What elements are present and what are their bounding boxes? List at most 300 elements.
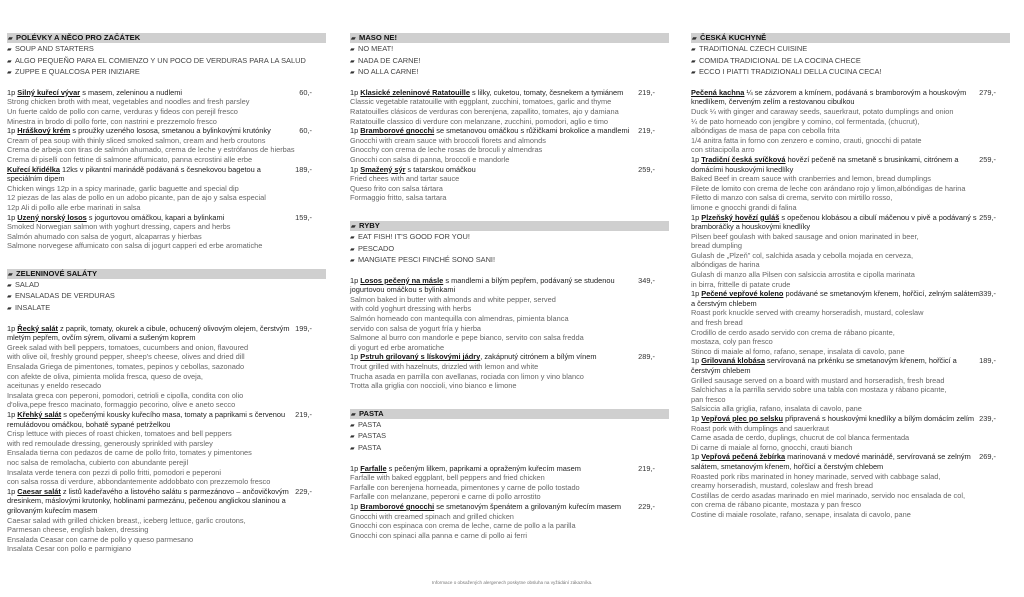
menu-item-translation-line: Insalata verde tenera con pezzi di pollo fritti, pomodori e peperoni: [7, 467, 222, 477]
flag-cz-icon: ▰: [351, 411, 356, 418]
menu-item-translation-line: servido con salsa de yogurt fría y hierba: [350, 323, 482, 333]
menu-item-translation-line: ¼ de pato horneado con jengibre y comino, col fermentada, (chucrut),: [691, 116, 920, 126]
menu-item-translation-line: Ensalada Ceasar con carne de pollo y queso parmesano: [7, 534, 194, 544]
flag-icon: ▰: [350, 58, 355, 65]
section-translation: [350, 420, 669, 432]
menu-item-translation-line: di yogurt ed erbe aromatiche: [350, 342, 445, 352]
menu-item-translation-line: Filetto di manzo con salsa di crema, servito con mirtillo rosso,: [691, 193, 893, 203]
menu-item-portion: 1p: [7, 212, 18, 222]
menu-item-title: [7, 410, 296, 429]
section-translation: [350, 232, 669, 244]
translation-text: SALAD: [15, 279, 40, 289]
menu-item-translation-line: Di carne di maiale al forno, gnocchi, crauti bianch: [691, 442, 853, 452]
menu-item: [350, 165, 669, 203]
menu-item-portion: 1p: [350, 87, 361, 97]
menu-item-price: 229,-: [638, 501, 655, 511]
menu-item-translation-line: Minestra in brodo di pollo forte, con nastrini e prezzemolo fresco: [7, 116, 217, 126]
menu-item-translation-line: Salmone al burro con mandorle e pepe bianco, servito con salsa fredda: [350, 333, 584, 343]
menu-item-translation-line: d'oliva,pepe fresco macinato, formaggio pecorino, olive e aneto secco: [7, 400, 236, 410]
menu-item-translation-line: Crema di piselli con fettine di salmone affumicato, panna ecrostini alle erbe: [7, 154, 253, 164]
menu-item-translation-line: Ensalada Griega de pimentones, tomates, pepinos y cebollas, sazonado: [7, 362, 245, 372]
menu-column-1: [7, 33, 326, 554]
menu-item: [350, 352, 669, 390]
menu-item-description-cz: 12ks v pikantní marinádě podávaná s česnekovou bagetou a speciálním dipem: [7, 164, 261, 184]
menu-item-translation-line: with olive oil, freshly ground pepper, sheep's cheese, olives and dried dill: [7, 352, 245, 362]
section-translation: [7, 67, 326, 79]
section-title: ČESKÁ KUCHYNĚ: [700, 33, 767, 42]
menu-item-portion: 1p: [691, 289, 702, 299]
translation-text: ECCO I PIATTI TRADIZIONALI DELLA CUCINA CECA!: [699, 67, 882, 77]
menu-item-translation-line: Cream of pea soup with thinly sliced smoked salmon, cream and herb croutons: [7, 135, 266, 145]
section-translation: [691, 56, 1010, 68]
menu-item-translation-line: Gulash di manzo alla Pilsen con salsiccia arrostita e cipolla marinata: [691, 270, 915, 280]
section-title: POLÉVKY A NĚCO PRO ZAČÁTEK: [16, 33, 141, 42]
menu-item-portion: 1p: [7, 323, 18, 333]
menu-item-translation-line: Costillas de cerdo asadas marinado en miel marinado, servido noc ensalada de col,: [691, 490, 966, 500]
menu-item-translation-line: Duck ¼ with ginger and caraway seeds, sauerkraut, potato dumplings and onion: [691, 106, 954, 116]
section-spacer: [350, 391, 669, 409]
section-header: [350, 221, 669, 231]
section-translation: [7, 291, 326, 303]
translation-text: TRADITIONAL CZECH CUISINE: [699, 44, 808, 53]
menu-item-portion: 1p: [350, 352, 361, 362]
menu-item-portion: 1p: [691, 413, 702, 423]
menu-item: [350, 126, 669, 164]
menu-item-price: 189,-: [979, 356, 996, 366]
flag-icon: ▰: [691, 70, 696, 77]
menu-item: [350, 502, 669, 540]
menu-item-description-cz: marinovaná v medové marinádě, servírovaná se zelným salátem, smetanovým křenem, hořčicí a čerstvým chlebem: [691, 452, 971, 471]
menu-item-translation-line: Gnocchy con crema de leche rosas de broculi y almendras: [350, 145, 543, 155]
menu-item-translations: [7, 222, 296, 251]
menu-item-title: [350, 276, 639, 295]
menu-item-translation-line: aceitunas y eneldo resecado: [7, 381, 102, 391]
flag-cz-icon: ▰: [351, 36, 356, 42]
menu-item-translation-line: Salchichas a la parrilla servido sobre una tabla con mostaza y rábano picante,: [691, 385, 947, 395]
menu-item-translation-line: Farfalle con melanzane, peperoni e carne di pollo arrostito: [350, 492, 541, 502]
menu-item-translation-line: 12p Ali di pollo alle erbe marinati in salsa: [7, 202, 141, 212]
menu-item-price: 289,-: [638, 352, 655, 362]
menu-item-translations: [691, 376, 980, 414]
menu-item-translation-line: albóndigas de harina: [691, 260, 760, 270]
menu-item-translations: [350, 473, 639, 502]
menu-item-portion: 1p: [350, 164, 361, 174]
menu-item-translation-line: creamy horseradish, mustard, coleslaw and fresh bread: [691, 481, 873, 491]
menu-item-title: [350, 502, 639, 512]
menu-item-description-cz: z paprik, tomaty, okurek a cibule, ochucený olivovým olejem, čerstvým mletým pepřem, ovčím sýrem, olivami a sušeným koprem: [7, 323, 290, 343]
menu-item-description-cz: připravená s houskovými knedlíky a bílým domácím zelím: [783, 413, 975, 423]
translation-text: PASTA: [358, 419, 382, 429]
translation-text: EAT FISH! IT'S GOOD FOR YOU!: [358, 231, 470, 241]
menu-item-translations: [691, 472, 980, 520]
menu-item-translation-line: Salmón horneado con mantequilla con almendras, pimienta blanca: [350, 314, 569, 324]
translation-text: PASTA: [358, 443, 382, 452]
menu-item-translation-line: Gnocchi con salsa di panna, broccoli e mandorle: [350, 154, 510, 164]
menu-item-name: Uzený norský losos: [17, 212, 87, 222]
menu-item-translation-line: con stitacipolla arro: [691, 145, 755, 155]
section-title: ZELENINOVÉ SALÁTY: [16, 268, 98, 278]
flag-icon: ▰: [350, 422, 355, 429]
menu-item-title: [691, 414, 980, 424]
menu-item-title: [350, 464, 639, 474]
menu-item-name: Plzeňský hovězí guláš: [701, 212, 780, 222]
menu-item-translations: [7, 184, 296, 213]
menu-item-name: Farfalle: [360, 463, 387, 473]
menu-item-name: Hráškový krém: [17, 126, 71, 136]
menu-item-title: [350, 352, 639, 362]
menu-item-translations: [691, 308, 980, 356]
menu-item-name: Kuřecí křidélka: [7, 164, 60, 174]
menu-item: [691, 88, 1010, 155]
section-title: MASO NE!: [359, 33, 397, 42]
translation-text: NO ALLA CARNE!: [358, 67, 419, 77]
menu-item-translation-line: Ratatouilles clásicos de verduras con berenjena, zapallito, tomates, ajo y damiana: [350, 106, 619, 116]
menu-item-price: 259,-: [979, 154, 996, 164]
menu-item-translation-line: Classic vegetable ratatouille with eggplant, zucchini, tomatoes, garlic and thyme: [350, 97, 612, 107]
translation-text: COMIDA TRADICIONAL DE LA COCINA CHECE: [699, 55, 861, 65]
menu-item-translation-line: Parmesan cheese, english baken, dressing: [7, 525, 149, 535]
menu-item-translation-line: Greek salad with bell peppers, tomatoes, cucumbers and onion, flavoured: [7, 342, 249, 352]
section-translation: [691, 67, 1010, 79]
flag-icon: ▰: [350, 246, 355, 253]
translation-text: PESCADO: [358, 243, 395, 253]
menu-item-translation-line: con crema de rábano picante, mostaza y pan fresco: [691, 500, 862, 510]
menu-item-translation-line: Crodillo de cerdo asado servido con crema de rábano picante,: [691, 327, 895, 337]
flag-cz-icon: ▰: [351, 223, 356, 230]
menu-item-translation-line: Smoked Norwegian salmon with yoghurt dressing, capers and herbs: [7, 222, 231, 232]
menu-item-portion: 1p: [691, 212, 702, 222]
menu-item-name: Caesar salát: [17, 486, 61, 496]
section-translations: [7, 44, 326, 79]
section-translation: [350, 443, 669, 455]
menu-item-title: [691, 88, 980, 107]
menu-item-translation-line: Farfalle con berenjena horneada, pimentones y carne de pollo tostado: [350, 482, 580, 492]
menu-item-title: [350, 88, 639, 98]
menu-item-translation-line: Trotta alla griglia con noccioli, vino bianco e limone: [350, 381, 517, 391]
menu-item-translation-line: 12 piezas de las alas de pollo en un adobo picante, pan de ajo y salsa especial: [7, 193, 266, 203]
menu-item-translation-line: Formaggio fritto, salsa tartara: [350, 193, 447, 203]
menu-item-price: 219,-: [638, 463, 655, 473]
menu-item-translations: [7, 136, 296, 165]
menu-item: [691, 289, 1010, 356]
menu-item-title: [691, 356, 980, 375]
menu-item-translation-line: Baked Beef in cream sauce with cranberries and lemon, bread dumplings: [691, 174, 931, 184]
menu-item-translation-line: Filete de lomito con crema de leche con arándano rojo y limon,albóndigas de harina: [691, 183, 966, 193]
section-translation: [350, 431, 669, 443]
menu-item: [7, 410, 326, 487]
menu-item-translations: [691, 424, 980, 453]
translation-text: PASTAS: [358, 431, 387, 441]
menu-item-description-cz: s lilky, cuketou, tomaty, česnekem a tymiánem: [469, 87, 624, 97]
menu-item-description-cz: se smetanovým špenátem a grilovaným kuřecím masem: [434, 501, 622, 511]
menu-item-translations: [350, 295, 639, 353]
section-translations: [350, 232, 669, 267]
menu-item-price: 60,-: [299, 87, 312, 97]
menu-item-name: Bramborové gnocchi: [360, 126, 435, 136]
menu-item-translation-line: Carne asada de cerdo, duplings, chucrut de col blanca fermentada: [691, 433, 910, 443]
menu-item-translation-line: Trout grilled with hazelnuts, drizzled with lemon and white: [350, 362, 539, 372]
menu-item-translations: [350, 97, 639, 126]
menu-item-translation-line: Insalata greca con peperoni, pomodori, cetrioli e cipolla, condita con olio: [7, 390, 244, 400]
menu-item-translation-line: Insalata Cesar con pollo e parmigiano: [7, 544, 132, 554]
flag-icon: ▰: [350, 47, 355, 53]
menu-item-translation-line: Fried chees with and tartar sauce: [350, 174, 460, 184]
menu-item-title: [7, 165, 296, 184]
menu-item-translation-line: Farfalle with baked eggplant, bell peppers and fried chicken: [350, 473, 545, 483]
menu-item-translation-line: limone e gnocchi grandi di falina: [691, 202, 797, 212]
menu-item-name: Řecký salát: [17, 323, 58, 333]
flag-icon: ▰: [350, 434, 355, 441]
translation-text: MANGIATE PESCI FINCHÉ SONO SANI!: [358, 255, 496, 265]
translation-text: INSALATE: [15, 303, 51, 313]
menu-column-2: [350, 33, 669, 540]
menu-item-description-cz: s pečeným lilkem, paprikami a opraženým kuřecím masem: [386, 463, 581, 473]
menu-item-translation-line: Roast pork knuckle served with creamy horseradish, mustard, coleslaw: [691, 308, 924, 318]
menu-item-description-cz: servírovaná na prkénku se smetanovým křenem, hořčicí a čerstvým chlebem: [691, 356, 957, 375]
menu-item-description-cz: s opečenou klobásou a cibulí máčenou v pivě a podávaný s bramboráčky a houskovými knedlíky: [691, 212, 977, 232]
menu-item-price: 239,-: [979, 413, 996, 423]
menu-item-translation-line: Gnocchi con spinaci alla panna e carne di pollo ai ferri: [350, 530, 528, 540]
section-title: PASTA: [359, 408, 384, 418]
section-title: RYBY: [359, 220, 380, 230]
menu-item-portion: 1p: [7, 410, 18, 419]
menu-item-translation-line: Ratatouille classico di verdure con melanzane, zucchini, pomodori, aglio e timo: [350, 116, 608, 126]
translation-text: ZUPPE E QUALCOSA PER INIZIARE: [15, 67, 140, 77]
allergen-footer-note: Informace o obsažených alergenech poskytne obsluha na vyžádání zákazníka.: [432, 580, 593, 585]
flag-icon: ▰: [350, 258, 355, 265]
menu-item-translation-line: pan fresco: [691, 394, 726, 404]
menu-item-translation-line: Strong chicken broth with meat, vegetables and noodles and fresh parsley: [7, 97, 250, 107]
section-translation: [350, 244, 669, 256]
menu-item-description-cz: hovězí pečeně na smetaně s brusinkami, citrónem a domácími houskovými knedlíky: [691, 154, 959, 174]
menu-item-name: Pečená kachna: [691, 87, 745, 97]
menu-item-name: Bramborové gnocchi: [360, 501, 435, 511]
menu-item-title: [350, 126, 639, 136]
section-translations: [7, 280, 326, 315]
flag-cz-icon: ▰: [8, 271, 13, 278]
menu-item-translations: [691, 107, 980, 155]
section-header: [350, 409, 669, 419]
menu-item-translation-line: Ensalada tierna con pedazos de carne de pollo frito, tomates y pimentones: [7, 448, 252, 458]
menu-item-translations: [7, 97, 296, 126]
menu-item-translation-line: Roasted pork ribs marinated in honey marinade, served with cabbage salad,: [691, 471, 941, 481]
menu-item-translation-line: Crema de arbeja con tiras de salmón ahumado, crema de leche y estrófanos de hierbas: [7, 145, 295, 155]
menu-item-translations: [350, 512, 639, 541]
menu-item: [691, 213, 1010, 290]
section-translation: [7, 56, 326, 68]
section-translation: [691, 44, 1010, 56]
menu-item-translation-line: Gnocchi with cream sauce with broccoli florets and almonds: [350, 135, 546, 145]
menu-item-translation-line: Salmone norvegese affumicato con salsa di jogurt capperi ed erbe aromatiche: [7, 241, 263, 251]
menu-item: [691, 356, 1010, 414]
menu-item: [7, 88, 326, 126]
menu-item-translation-line: Chicken wings 12p in a spicy marinade, garlic baguette and special dip: [7, 183, 239, 193]
menu-item-translation-line: Roast pork with dumplings and sauerkraut: [691, 423, 830, 433]
menu-item-translation-line: Grilled sausage served on a board with mustard and horseradish, fresh bread: [691, 375, 945, 385]
flag-icon: ▰: [350, 446, 355, 452]
section-translation: [7, 280, 326, 292]
menu-item-name: Křehký salát: [17, 410, 62, 419]
menu-item-title: [7, 88, 296, 98]
menu-item-translation-line: Gnocchi with creamed spinach and grilled chicken: [350, 511, 514, 521]
menu-item-translation-line: albóndigas de masa de papa con cebolla frita: [691, 126, 840, 136]
menu-item-name: Pečené vepřové koleno: [701, 289, 784, 299]
menu-item-portion: 1p: [7, 87, 18, 97]
menu-item: [7, 324, 326, 410]
section-spacer: [350, 203, 669, 221]
menu-item-price: 259,-: [638, 164, 655, 174]
menu-item-price: 279,-: [979, 87, 996, 97]
menu-item-translation-line: Costine di maiale rosolate, rafano, senape, insalata di cavolo, pane: [691, 509, 911, 519]
menu-item-name: Losos pečený na másle: [360, 275, 444, 285]
menu-item-translation-line: mostaza, coly pan fresco: [691, 337, 773, 347]
menu-item-name: Vepřová plec po selsku: [701, 413, 784, 423]
menu-item: [7, 213, 326, 251]
menu-item: [350, 464, 669, 502]
menu-item-price: 339,-: [979, 289, 996, 299]
menu-item-translations: [350, 362, 639, 391]
flag-icon: ▰: [7, 282, 12, 289]
menu-item-translation-line: noc salsa de remolacha, cubierto con abundante perejil: [7, 457, 189, 467]
menu-item-name: Klasické zeleninové Ratatouille: [360, 87, 470, 97]
flag-cz-icon: ▰: [8, 36, 13, 42]
menu-item-title: [7, 126, 296, 136]
menu-item-translations: [350, 174, 639, 203]
menu-item-translation-line: with cold yoghurt dressing with herbs: [350, 304, 472, 314]
menu-item-portion: 1p: [350, 463, 361, 473]
menu-item-description-cz: s proužky uzeného lososa, smetanou a bylinkovými krutónky: [70, 126, 271, 136]
menu-item-title: [691, 213, 980, 232]
menu-item-price: 189,-: [295, 164, 312, 174]
menu-item-translation-line: Salmón ahumado con salsa de yogurt, alcaparras y hierbas: [7, 231, 202, 241]
menu-item-name: Tradiční česká svíčková: [701, 154, 786, 164]
menu-item-portion: 1p: [691, 452, 702, 462]
menu-item-portion: 1p: [691, 154, 702, 164]
menu-item-description-cz: s jogurtovou omáčkou, kapari a bylinkami: [86, 212, 225, 222]
flag-icon: ▰: [7, 70, 12, 77]
menu-item-translation-line: Salmon baked in butter with almonds and white pepper, served: [350, 294, 556, 304]
menu-item-title: [691, 452, 980, 471]
menu-item-title: [691, 289, 980, 308]
menu-item-title: [691, 155, 980, 174]
section-spacer: [7, 251, 326, 269]
section-header: [691, 33, 1010, 43]
menu-item-price: 199,-: [295, 323, 312, 333]
menu-item-title: [7, 324, 296, 343]
menu-item-translation-line: Pilsen beef goulash with baked sausage and onion marinated in beer,: [691, 231, 919, 241]
menu-item-translations: [691, 232, 980, 290]
menu-item-description-cz: s mandlemi a bílým pepřem, podávaný se studenou jogurtovou omáčkou s bylinkami: [350, 275, 615, 295]
section-translation: [7, 303, 326, 315]
flag-icon: ▰: [7, 306, 12, 313]
menu-item-portion: 1p: [7, 486, 18, 496]
menu-item-description-cz: podávané se smetanovým křenem, hořčicí, zelným salátem a čerstvým chlebem: [691, 289, 980, 308]
menu-item-translation-line: Stinco di maiale al forno, rafano, senape, insalata di cavolo, pane: [691, 346, 905, 356]
menu-item-translation-line: Crisp lettuce with pieces of roast chicken, tomatoes and bell peppers: [7, 429, 232, 439]
section-translation: [350, 44, 669, 56]
menu-item-name: Vepřová pečená žebírka: [701, 452, 786, 462]
section-translations: [350, 44, 669, 79]
menu-item: [7, 487, 326, 554]
section-header: [7, 33, 326, 43]
menu-item-price: 259,-: [979, 212, 996, 222]
menu-item-price: 60,-: [299, 126, 312, 136]
menu-item-translations: [7, 429, 296, 487]
menu-item-description-cz: s opečenými kousky kuřecího masa, tomaty a paprikami s červenou remuládovou omáčkou, bohatě sypané petrželkou: [7, 410, 286, 429]
section-translation: [350, 255, 669, 267]
menu-item-description-cz: se smetanovou omáčkou s růžičkami brokolice a mandlemi: [434, 126, 630, 136]
flag-icon: ▰: [350, 70, 355, 77]
menu-item-name: Pstruh grilovaný s lískovými jádry: [360, 352, 481, 362]
menu-item-translations: [7, 516, 296, 554]
menu-item-name: Silný kuřecí vývar: [17, 87, 81, 97]
menu-item: [7, 165, 326, 213]
menu-item-translation-line: Gnocchi con espinaca con crema de leche, carne de pollo a la parilla: [350, 521, 576, 531]
menu-item-translations: [7, 343, 296, 410]
menu-item-price: 229,-: [295, 486, 312, 496]
menu-item-translation-line: Salsiccia alla griglia, rafano, insalata di cavolo, pane: [691, 404, 862, 414]
menu-item: [691, 414, 1010, 452]
menu-item: [691, 452, 1010, 519]
section-header: [350, 33, 669, 43]
menu-item-portion: 1p: [350, 126, 361, 136]
translation-text: NO MEAT!: [358, 44, 394, 53]
menu-item-translation-line: 1/4 anitra fatta in forno con zenzero e comino, crauti, gnocchi di patate: [691, 135, 922, 145]
menu-item-price: 219,-: [638, 87, 655, 97]
menu-item-name: Grilovaná klobása: [701, 356, 765, 366]
flag-icon: ▰: [691, 47, 696, 53]
flag-icon: ▰: [691, 58, 696, 65]
menu-item: [350, 276, 669, 353]
menu-item: [350, 88, 669, 126]
menu-item-title: [350, 165, 639, 175]
menu-item-description-cz: s tatarskou omáčkou: [405, 164, 476, 174]
translation-text: ALGO PEQUEÑO PARA EL COMIENZO Y UN POCO DE VERDURAS PARA LA SALUD: [15, 55, 306, 65]
menu-item-price: 349,-: [638, 275, 655, 285]
menu-item-translation-line: con salsa rossa di verdure, abbondantemente addobbato con prezzemolo fresco: [7, 477, 271, 487]
menu-item-price: 219,-: [638, 126, 655, 136]
flag-icon: ▰: [7, 47, 12, 53]
section-translation: [7, 44, 326, 56]
menu-item-price: 159,-: [295, 212, 312, 222]
menu-item-translation-line: con afekte de oliva, pimienta molida fresca, queso de oveja,: [7, 371, 203, 381]
menu-item-title: [7, 487, 296, 516]
menu-item-description-cz: z listů kadeřavého a listového salátu s parmezánovo – ančovičkovým dresinkem, máslovými krutonky, hoblinami parmezánu, pečenou anglickou slaninou a grilovaným kuřecím masem: [7, 486, 289, 515]
menu-item-portion: 1p: [350, 501, 361, 511]
menu-item-description-cz: s masem, zeleninou a nudlemi: [80, 87, 183, 97]
menu-item-translation-line: and fresh bread: [691, 318, 743, 328]
flag-cz-icon: ▰: [692, 36, 697, 42]
menu-item-translations: [350, 136, 639, 165]
menu-item: [7, 126, 326, 164]
menu-item-translation-line: Un fuerte caldo de pollo con carne, verduras y fideos con perejil fresco: [7, 106, 238, 116]
menu-item-translation-line: bread dumpling: [691, 241, 742, 251]
flag-icon: ▰: [7, 58, 12, 65]
flag-icon: ▰: [7, 294, 12, 301]
menu-item-description-cz: , zakápnutý citrónem a bílým vínem: [480, 352, 597, 362]
menu-item-portion: 1p: [691, 356, 702, 366]
menu-item-translation-line: Trucha asada en parrilla con avellanas, rociada con limon y vino blanco: [350, 371, 584, 381]
flag-icon: ▰: [350, 234, 355, 241]
section-translations: [691, 44, 1010, 79]
menu-item-title: [7, 213, 296, 223]
translation-text: SOUP AND STARTERS: [15, 44, 94, 53]
menu-item-translation-line: Gulash de „Plzeň" col, salchida asada y cebolla mojada en cerveza,: [691, 250, 914, 260]
section-translations: [350, 420, 669, 455]
menu-item-translation-line: Caesar salad with grilled chicken breast,, iceberg lettuce, garlic croutons,: [7, 515, 246, 525]
menu-item-description-cz: ¼ se zázvorem a kmínem, podávaná s bramborovým a houskovým knedlíkem, červeným zelím a restovanou cibulkou: [691, 87, 967, 107]
translation-text: ENSALADAS DE VERDURAS: [15, 291, 115, 301]
